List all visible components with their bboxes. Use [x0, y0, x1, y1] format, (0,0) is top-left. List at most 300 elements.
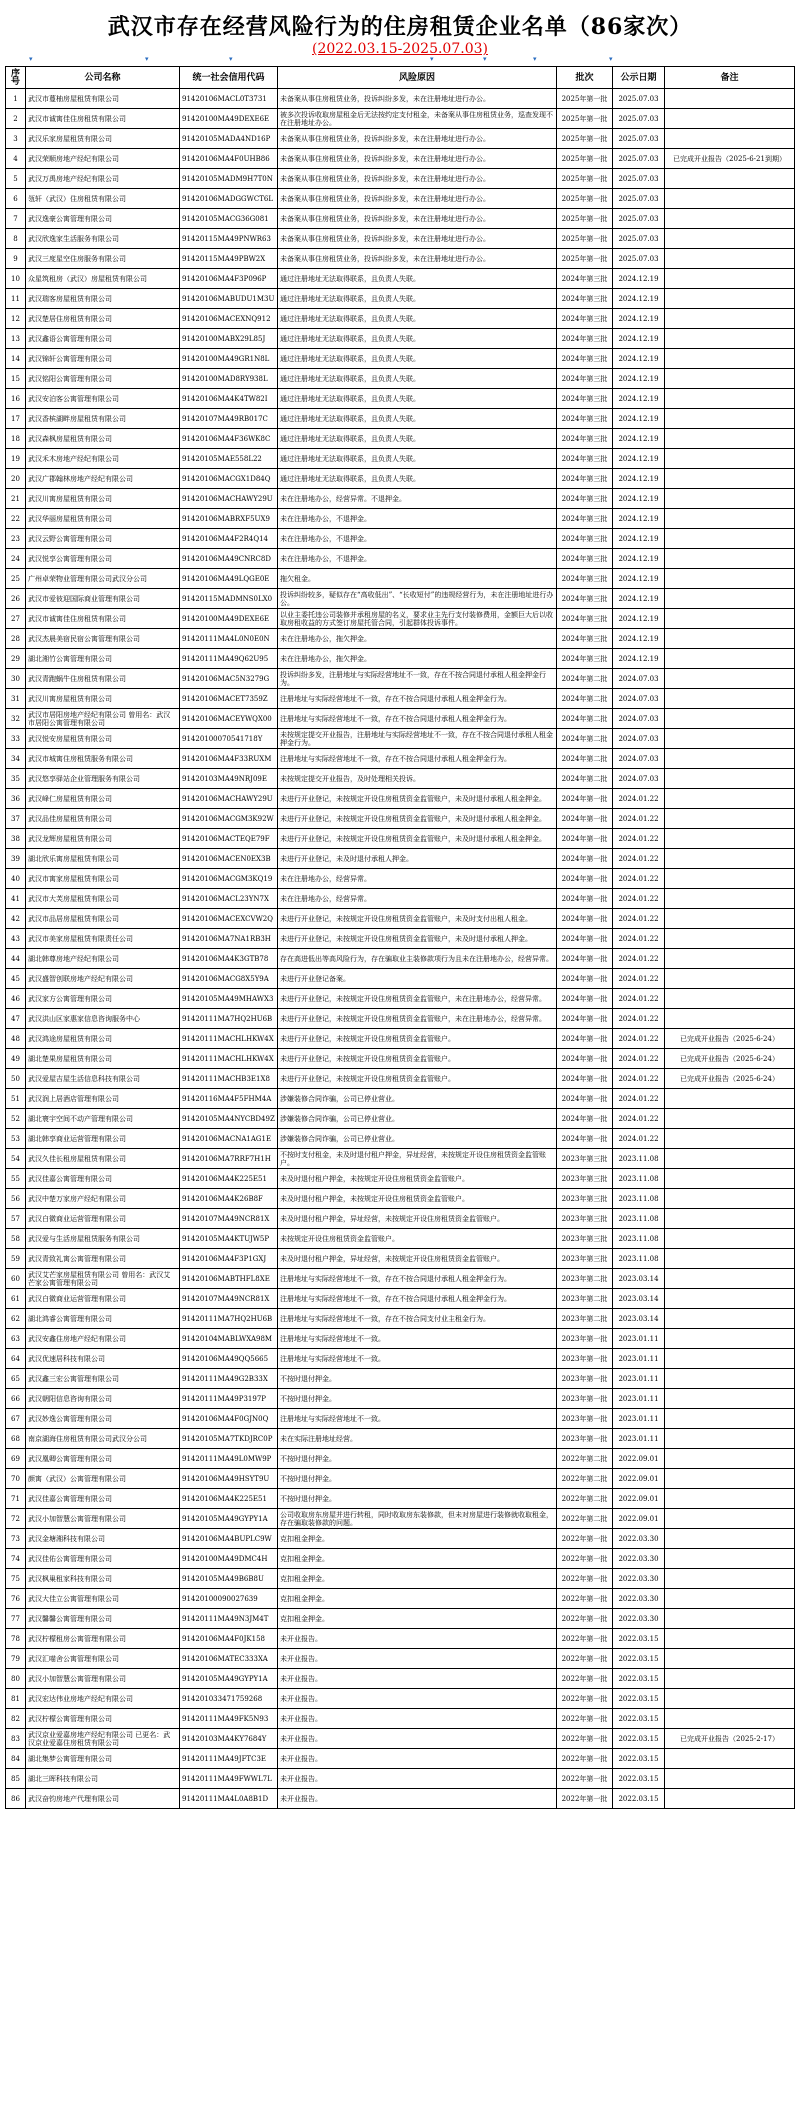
cell-reason: 未开业报告。: [278, 1649, 557, 1669]
table-row: [6, 909, 795, 929]
cell-code: 91420106MA4K26B8F: [180, 1189, 278, 1209]
table-row: [6, 1449, 795, 1469]
cell-seq: 68: [6, 1429, 26, 1449]
cell-code: 91420111MA4L0A8B1D: [180, 1789, 278, 1809]
cell-batch: 2024年第三批: [557, 589, 613, 609]
table-row: [6, 889, 795, 909]
cell-code: 91420111MACHLHKW4X: [180, 1029, 278, 1049]
cell-batch: 2022年第一批: [557, 1669, 613, 1689]
cell-code: 91420111MA49FWWL7L: [180, 1769, 278, 1789]
cell-date: 2024.12.19: [613, 509, 665, 529]
cell-name: 武汉鑫三宏公寓管理有限公司: [26, 1369, 180, 1389]
cell-code: 91420106MA4K225E51: [180, 1169, 278, 1189]
cell-seq: 18: [6, 429, 26, 449]
table-row: [6, 1209, 795, 1229]
cell-batch: 2024年第一批: [557, 1049, 613, 1069]
cell-code: 91420105MA49B6B8U: [180, 1569, 278, 1589]
cell-code: 91420106MACNA1AG1E: [180, 1129, 278, 1149]
cell-name: 武汉鸿途房屋租赁有限公司: [26, 1029, 180, 1049]
cell-reason: 注册地址与实际经营地址不一致，存在不按合同退付承租人租金押金行为。: [278, 1269, 557, 1289]
cell-code: 91420105MA49GYPY1A: [180, 1509, 278, 1529]
cell-seq: 23: [6, 529, 26, 549]
cell-date: 2022.03.15: [613, 1749, 665, 1769]
cell-date: 2023.11.08: [613, 1169, 665, 1189]
cell-name: 武汉佳嘉公寓管理有限公司: [26, 1489, 180, 1509]
cell-date: 2022.03.15: [613, 1789, 665, 1809]
cell-name: 武汉白微商业运营管理有限公司: [26, 1209, 180, 1229]
cell-reason: 未备案从事住房租赁业务，投诉纠纷多发，未在注册地址进行办公。: [278, 169, 557, 189]
cell-note: [665, 1149, 795, 1169]
cell-reason: 未备案从事住房租赁业务，投诉纠纷多发，未在注册地址进行办公。: [278, 89, 557, 109]
cell-seq: 14: [6, 349, 26, 369]
cell-reason: 涉嫌装修合同诈骗，公司已停业营业。: [278, 1129, 557, 1149]
table-row: [6, 1089, 795, 1109]
cell-note: [665, 1509, 795, 1529]
cell-name: 武汉妙逸公寓管理有限公司: [26, 1409, 180, 1429]
cell-seq: 70: [6, 1469, 26, 1489]
cell-code: 91420106MA4F0GJN0Q: [180, 1409, 278, 1429]
cell-code: 91420106MACGX1D84Q: [180, 469, 278, 489]
cell-note: [665, 1589, 795, 1609]
cell-date: 2024.12.19: [613, 569, 665, 589]
cell-note: [665, 469, 795, 489]
cell-name: 武汉佳嘉公寓管理有限公司: [26, 1169, 180, 1189]
cell-seq: 65: [6, 1369, 26, 1389]
cell-date: 2023.01.11: [613, 1349, 665, 1369]
cell-date: 2025.07.03: [613, 129, 665, 149]
cell-seq: 84: [6, 1749, 26, 1769]
cell-name: 颜寓（武汉）公寓管理有限公司: [26, 1469, 180, 1489]
cell-name: 武汉市大芙房屋租赁有限公司: [26, 889, 180, 909]
cell-batch: 2024年第三批: [557, 649, 613, 669]
cell-date: 2023.01.11: [613, 1329, 665, 1349]
cell-name: 湖北韩尊房地产经纪有限公司: [26, 949, 180, 969]
cell-reason: 未在注册地办公，经营异常。不退押金。: [278, 489, 557, 509]
cell-batch: 2023年第二批: [557, 1289, 613, 1309]
table-row: [6, 209, 795, 229]
cell-code: 91420111MA49N3JM4T: [180, 1609, 278, 1629]
cell-reason: 克扣租金押金。: [278, 1569, 557, 1589]
table-row: [6, 649, 795, 669]
cell-reason: 未开业报告。: [278, 1749, 557, 1769]
cell-name: 武汉乐家房屋租赁有限公司: [26, 129, 180, 149]
cell-note: [665, 569, 795, 589]
cell-code: 91420105MA49MHAWX3: [180, 989, 278, 1009]
cell-reason: 注册地址与实际经营地址不一致。: [278, 1329, 557, 1349]
cell-reason: 注册地址与实际经营地址不一致。: [278, 1409, 557, 1429]
cell-batch: 2024年第一批: [557, 889, 613, 909]
cell-seq: 64: [6, 1349, 26, 1369]
filter-dropdown-icon[interactable]: ▾: [145, 55, 149, 63]
cell-reason: 未开业报告。: [278, 1669, 557, 1689]
cell-reason: 未进行开业登记，未按规定开设住房租赁资金监管账户，未及时退付承租人租金押金。: [278, 829, 557, 849]
cell-code: 91420107MA49NCR81X: [180, 1209, 278, 1229]
table-row: [6, 949, 795, 969]
cell-note: [665, 169, 795, 189]
cell-name: 武汉青致礼寓公寓管理有限公司: [26, 1249, 180, 1269]
cell-reason: 被多次投诉收取房屋租金后无法按约定支付租金，未备案从事住房租赁业务，巡查发现不在注册地址办公。: [278, 109, 557, 129]
cell-note: [665, 1189, 795, 1209]
cell-note: [665, 609, 795, 629]
cell-date: 2025.07.03: [613, 109, 665, 129]
cell-date: 2024.01.22: [613, 1049, 665, 1069]
cell-date: 2024.01.22: [613, 909, 665, 929]
cell-seq: 30: [6, 669, 26, 689]
table-row: [6, 449, 795, 469]
cell-reason: 克扣租金押金。: [278, 1549, 557, 1569]
cell-note: [665, 129, 795, 149]
cell-code: 91420106MACEN0EX3B: [180, 849, 278, 869]
cell-date: 2024.12.19: [613, 369, 665, 389]
cell-name: 湖北集梦公寓管理有限公司: [26, 1749, 180, 1769]
cell-reason: 未进行开业登记，未按规定开设住房租赁资金监管账户，未及时退付承租人押金。: [278, 929, 557, 949]
cell-reason: 通过注册地址无法取得联系，且负责人失联。: [278, 409, 557, 429]
cell-note: 已完成开业报告（2025-6-24）: [665, 1049, 795, 1069]
cell-date: 2022.03.15: [613, 1649, 665, 1669]
cell-seq: 79: [6, 1649, 26, 1669]
cell-seq: 1: [6, 89, 26, 109]
cell-seq: 40: [6, 869, 26, 889]
cell-name: 武汉杰晨美宿民宿公寓管理有限公司: [26, 629, 180, 649]
cell-reason: 不按时退付押金。: [278, 1449, 557, 1469]
table-row: [6, 669, 795, 689]
cell-reason: 未进行开业登记，未按规定开设住房租赁资金监管账户，未及时退付承租人租金押金。: [278, 809, 557, 829]
cell-batch: 2024年第三批: [557, 449, 613, 469]
cell-note: [665, 429, 795, 449]
cell-reason: 拖欠租金。: [278, 569, 557, 589]
table-row: [6, 1609, 795, 1629]
cell-date: 2024.01.22: [613, 849, 665, 869]
cell-date: 2024.01.22: [613, 929, 665, 949]
cell-seq: 74: [6, 1549, 26, 1569]
cell-name: 瓴轩（武汉）住房租赁有限公司: [26, 189, 180, 209]
cell-date: 2025.07.03: [613, 209, 665, 229]
cell-reason: 未按规定提交开业报告，注册地址与实际经营地址不一致，存在不按合同退付承租人租金押金行为。: [278, 729, 557, 749]
cell-note: [665, 1249, 795, 1269]
cell-code: 91420106MA7RRF7H1H: [180, 1149, 278, 1169]
cell-batch: 2024年第一批: [557, 1069, 613, 1089]
cell-reason: 未在实际注册地址经营。: [278, 1429, 557, 1449]
cell-date: 2024.01.22: [613, 1009, 665, 1029]
cell-note: [665, 829, 795, 849]
cell-note: [665, 1549, 795, 1569]
cell-date: 2023.11.08: [613, 1209, 665, 1229]
cell-seq: 3: [6, 129, 26, 149]
cell-batch: 2023年第一批: [557, 1369, 613, 1389]
cell-seq: 48: [6, 1029, 26, 1049]
cell-seq: 54: [6, 1149, 26, 1169]
cell-reason: 未备案从事住房租赁业务，投诉纠纷多发，未在注册地址进行办公。: [278, 229, 557, 249]
cell-date: 2024.12.19: [613, 329, 665, 349]
cell-seq: 44: [6, 949, 26, 969]
cell-batch: 2023年第三批: [557, 1249, 613, 1269]
cell-note: [665, 869, 795, 889]
cell-batch: 2022年第一批: [557, 1649, 613, 1669]
cell-seq: 71: [6, 1489, 26, 1509]
cell-seq: 2: [6, 109, 26, 129]
cell-date: 2024.01.22: [613, 989, 665, 1009]
cell-name: 武汉小加智慧公寓管理有限公司: [26, 1509, 180, 1529]
table-row: [6, 1229, 795, 1249]
cell-note: [665, 229, 795, 249]
cell-code: 91420106MACL23YN7X: [180, 889, 278, 909]
cell-note: [665, 409, 795, 429]
cell-batch: 2022年第一批: [557, 1549, 613, 1569]
cell-reason: 未进行开业登记，未按规定开设住房租赁资金监管账户，未及时支付出租人租金。: [278, 909, 557, 929]
cell-batch: 2024年第三批: [557, 529, 613, 549]
filter-dropdown-icon[interactable]: ▾: [29, 55, 33, 63]
cell-seq: 83: [6, 1729, 26, 1749]
cell-date: 2022.03.30: [613, 1589, 665, 1609]
cell-batch: 2022年第一批: [557, 1569, 613, 1589]
cell-date: 2024.01.22: [613, 789, 665, 809]
cell-date: 2022.09.01: [613, 1509, 665, 1529]
cell-code: 91420106MA4F33RUXM: [180, 749, 278, 769]
cell-code: 91420106MABRXF5UX9: [180, 509, 278, 529]
cell-batch: 2025年第一批: [557, 89, 613, 109]
cell-seq: 51: [6, 1089, 26, 1109]
cell-note: [665, 1349, 795, 1369]
cell-code: 91420106MA7NA1RB3H: [180, 929, 278, 949]
cell-note: [665, 389, 795, 409]
table-row: [6, 869, 795, 889]
cell-name: 武汉枫巢租家科技有限公司: [26, 1569, 180, 1589]
cell-name: 武汉市美家房屋租赁有限责任公司: [26, 929, 180, 949]
cell-date: 2023.01.11: [613, 1369, 665, 1389]
cell-code: 91420111MA7HQ2HU6B: [180, 1009, 278, 1029]
cell-name: 湖北湘竹公寓管理有限公司: [26, 649, 180, 669]
cell-name: 武汉市诚寓佳住房租赁有限公司: [26, 609, 180, 629]
cell-code: 91420100MA49DEXE6E: [180, 109, 278, 129]
table-row: [6, 429, 795, 449]
cell-date: 2024.12.19: [613, 449, 665, 469]
cell-reason: 不按时退付押金。: [278, 1389, 557, 1409]
cell-reason: 未进行开业登记，未按规定开设住房租赁资金监管账户，未及时退付承租人租金押金。: [278, 789, 557, 809]
cell-seq: 75: [6, 1569, 26, 1589]
cell-reason: 未在注册地办公，不退押金。: [278, 509, 557, 529]
cell-reason: 通过注册地址无法取得联系，且负责人失联。: [278, 329, 557, 349]
cell-note: [665, 369, 795, 389]
cell-name: 武汉汇喵舍公寓管理有限公司: [26, 1649, 180, 1669]
cell-code: 91420106MA4K225E51: [180, 1489, 278, 1509]
cell-note: [665, 629, 795, 649]
table-row: [6, 1149, 795, 1169]
table-row: [6, 689, 795, 709]
cell-batch: 2022年第二批: [557, 1469, 613, 1489]
cell-note: 已完成开业报告（2025-6-24）: [665, 1029, 795, 1049]
cell-batch: 2023年第二批: [557, 1269, 613, 1289]
cell-batch: 2024年第三批: [557, 369, 613, 389]
cell-note: [665, 1109, 795, 1129]
table-row: [6, 309, 795, 329]
table-row: [6, 129, 795, 149]
cell-seq: 37: [6, 809, 26, 829]
cell-date: 2024.12.19: [613, 289, 665, 309]
table-row: [6, 1569, 795, 1589]
cell-reason: 未及时退付租户押金，未按规定开设住房租赁资金监管账户。: [278, 1169, 557, 1189]
cell-note: [665, 1329, 795, 1349]
table-row: [6, 169, 795, 189]
cell-name: 湖北寰宇空间不动产管理有限公司: [26, 1109, 180, 1129]
table-row: [6, 829, 795, 849]
cell-seq: 67: [6, 1409, 26, 1429]
cell-batch: 2022年第二批: [557, 1509, 613, 1529]
cell-date: 2024.07.03: [613, 749, 665, 769]
cell-code: 91420106MA49LQGE0E: [180, 569, 278, 589]
cell-code: 91420100MABX29L85J: [180, 329, 278, 349]
cell-code: 91420100MA49DEXE6E: [180, 609, 278, 629]
table-row: [6, 89, 795, 109]
cell-reason: 存在高进低出等高风险行为，存在骗取业主装修款项行为且未在注册地办公，经营异常。: [278, 949, 557, 969]
cell-reason: 不按时退付押金。: [278, 1369, 557, 1389]
cell-code: 91420111MA4L0N0E0N: [180, 629, 278, 649]
cell-reason: 未进行开业登记，未按规定开设住房租赁资金监管账户，未在注册地办公，经营异常。: [278, 1009, 557, 1029]
cell-note: [665, 909, 795, 929]
cell-name: 武汉市蔓柚房屋租赁有限公司: [26, 89, 180, 109]
cell-batch: 2024年第一批: [557, 849, 613, 869]
table-row: [6, 789, 795, 809]
cell-seq: 63: [6, 1329, 26, 1349]
cell-date: 2024.12.19: [613, 389, 665, 409]
cell-code: 91420106MACL0T3731: [180, 89, 278, 109]
cell-name: 武汉铭阳公寓管理有限公司: [26, 369, 180, 389]
cell-name: 武汉安泊客公寓管理有限公司: [26, 389, 180, 409]
filter-dropdown-icon[interactable]: ▾: [430, 55, 434, 63]
cell-code: 91420106MABTHFL8XE: [180, 1269, 278, 1289]
table-row: [6, 249, 795, 269]
cell-date: 2022.03.15: [613, 1689, 665, 1709]
cell-seq: 5: [6, 169, 26, 189]
cell-code: 91420105MACG36G081: [180, 209, 278, 229]
cell-note: [665, 209, 795, 229]
cell-reason: 注册地址与实际经营地址不一致，存在不按合同退付承租人租金押金行为。: [278, 1289, 557, 1309]
cell-seq: 31: [6, 689, 26, 709]
cell-seq: 33: [6, 729, 26, 749]
table-row: [6, 1789, 795, 1809]
cell-seq: 81: [6, 1689, 26, 1709]
cell-reason: 未进行开业登记，未及时退付承租人押金。: [278, 849, 557, 869]
cell-batch: 2024年第三批: [557, 349, 613, 369]
cell-note: [665, 1389, 795, 1409]
cell-batch: 2022年第一批: [557, 1529, 613, 1549]
table-row: [6, 409, 795, 429]
cell-note: [665, 1569, 795, 1589]
cell-reason: 未开业报告。: [278, 1789, 557, 1809]
cell-batch: 2022年第一批: [557, 1609, 613, 1629]
table-row: [6, 1389, 795, 1409]
cell-batch: 2022年第二批: [557, 1489, 613, 1509]
cell-reason: 未备案从事住房租赁业务，投诉纠纷多发，未在注册地址进行办公。: [278, 249, 557, 269]
cell-name: 武汉广郡翰林房地产经纪有限公司: [26, 469, 180, 489]
cell-date: 2025.07.03: [613, 249, 665, 269]
table-row: [6, 1109, 795, 1129]
cell-name: 武汉爱与生活房屋租赁服务有限公司: [26, 1229, 180, 1249]
cell-batch: 2024年第一批: [557, 1109, 613, 1129]
cell-reason: 克扣租金押金。: [278, 1609, 557, 1629]
cell-note: [665, 189, 795, 209]
cell-note: [665, 1369, 795, 1389]
cell-seq: 60: [6, 1269, 26, 1289]
table-row: [6, 609, 795, 629]
cell-seq: 38: [6, 829, 26, 849]
cell-name: 武汉市品居房屋租赁有限公司: [26, 909, 180, 929]
cell-note: [665, 289, 795, 309]
cell-seq: 43: [6, 929, 26, 949]
cell-seq: 46: [6, 989, 26, 1009]
cell-date: 2023.03.14: [613, 1289, 665, 1309]
filter-dropdown-icon[interactable]: ▾: [229, 55, 233, 63]
cell-note: [665, 589, 795, 609]
cell-date: 2024.12.19: [613, 629, 665, 649]
page-title: 武汉市存在经营风险行为的住房租赁企业名单（86家次）: [107, 14, 693, 40]
cell-reason: 注册地址与实际经营地址不一致。: [278, 1349, 557, 1369]
cell-date: 2024.12.19: [613, 349, 665, 369]
cell-code: 91420106MACGM3KQ19: [180, 869, 278, 889]
cell-date: 2023.11.08: [613, 1149, 665, 1169]
cell-reason: 未备案从事住房租赁业务，投诉纠纷多发，未在注册地址进行办公。: [278, 209, 557, 229]
table-row: [6, 969, 795, 989]
cell-batch: 2025年第一批: [557, 109, 613, 129]
header-company-name: 公司名称: [26, 67, 180, 89]
cell-seq: 58: [6, 1229, 26, 1249]
cell-batch: 2024年第三批: [557, 629, 613, 649]
cell-seq: 16: [6, 389, 26, 409]
cell-name: 武汉悦安房屋租赁有限公司: [26, 729, 180, 749]
cell-batch: 2024年第一批: [557, 809, 613, 829]
cell-reason: 未进行开业登记备案。: [278, 969, 557, 989]
cell-seq: 85: [6, 1769, 26, 1789]
cell-date: 2022.03.30: [613, 1609, 665, 1629]
cell-reason: 注册地址与实际经营地址不一致，存在不按合同支付业主租金行为。: [278, 1309, 557, 1329]
table-row: [6, 549, 795, 569]
cell-code: 91420106MA4BUPLC9W: [180, 1529, 278, 1549]
cell-name: 武汉悠享驿站企业管理服务有限公司: [26, 769, 180, 789]
cell-reason: 以业主委托违公司装修并承租房屋的名义，要求业主先行支付装修费用，金额巨大后以收取房租收益的方式签订房屋托管合同，引起群体投诉事件。: [278, 609, 557, 629]
cell-batch: 2023年第三批: [557, 1189, 613, 1209]
cell-code: 91420106MACEXNQ912: [180, 309, 278, 329]
cell-reason: 未按规定开设住房租赁资金监管账户。: [278, 1229, 557, 1249]
cell-date: 2023.03.14: [613, 1269, 665, 1289]
header-seq: 序号: [6, 67, 26, 89]
table-row: [6, 1409, 795, 1429]
filter-dropdown-icon[interactable]: ▾: [533, 55, 537, 63]
cell-seq: 29: [6, 649, 26, 669]
filter-dropdown-icon[interactable]: ▾: [483, 55, 487, 63]
cell-reason: 未进行开业登记，未按规定开设住房租赁资金监管账户。: [278, 1049, 557, 1069]
cell-name: 武汉锦轩公寓管理有限公司: [26, 349, 180, 369]
cell-note: [665, 1769, 795, 1789]
table-header-row: [6, 67, 795, 89]
header-note: 备注: [665, 67, 795, 89]
cell-batch: 2024年第三批: [557, 289, 613, 309]
cell-reason: 未进行开业登记，未按规定开设住房租赁资金监管账户。: [278, 1029, 557, 1049]
cell-note: [665, 1449, 795, 1469]
cell-reason: 未备案从事住房租赁业务，投诉纠纷多发，未在注册地址进行办公。: [278, 129, 557, 149]
cell-batch: 2025年第一批: [557, 209, 613, 229]
filter-dropdown-icon[interactable]: ▾: [609, 55, 613, 63]
cell-code: 91420105MA4KTUJW5P: [180, 1229, 278, 1249]
cell-note: [665, 889, 795, 909]
cell-name: 武汉柠檬租房公寓管理有限公司: [26, 1629, 180, 1649]
cell-date: 2023.01.11: [613, 1409, 665, 1429]
cell-seq: 17: [6, 409, 26, 429]
cell-date: 2022.09.01: [613, 1489, 665, 1509]
cell-seq: 59: [6, 1249, 26, 1269]
cell-code: 91420106MACET7359Z: [180, 689, 278, 709]
cell-date: 2024.01.22: [613, 809, 665, 829]
cell-seq: 21: [6, 489, 26, 509]
cell-seq: 36: [6, 789, 26, 809]
